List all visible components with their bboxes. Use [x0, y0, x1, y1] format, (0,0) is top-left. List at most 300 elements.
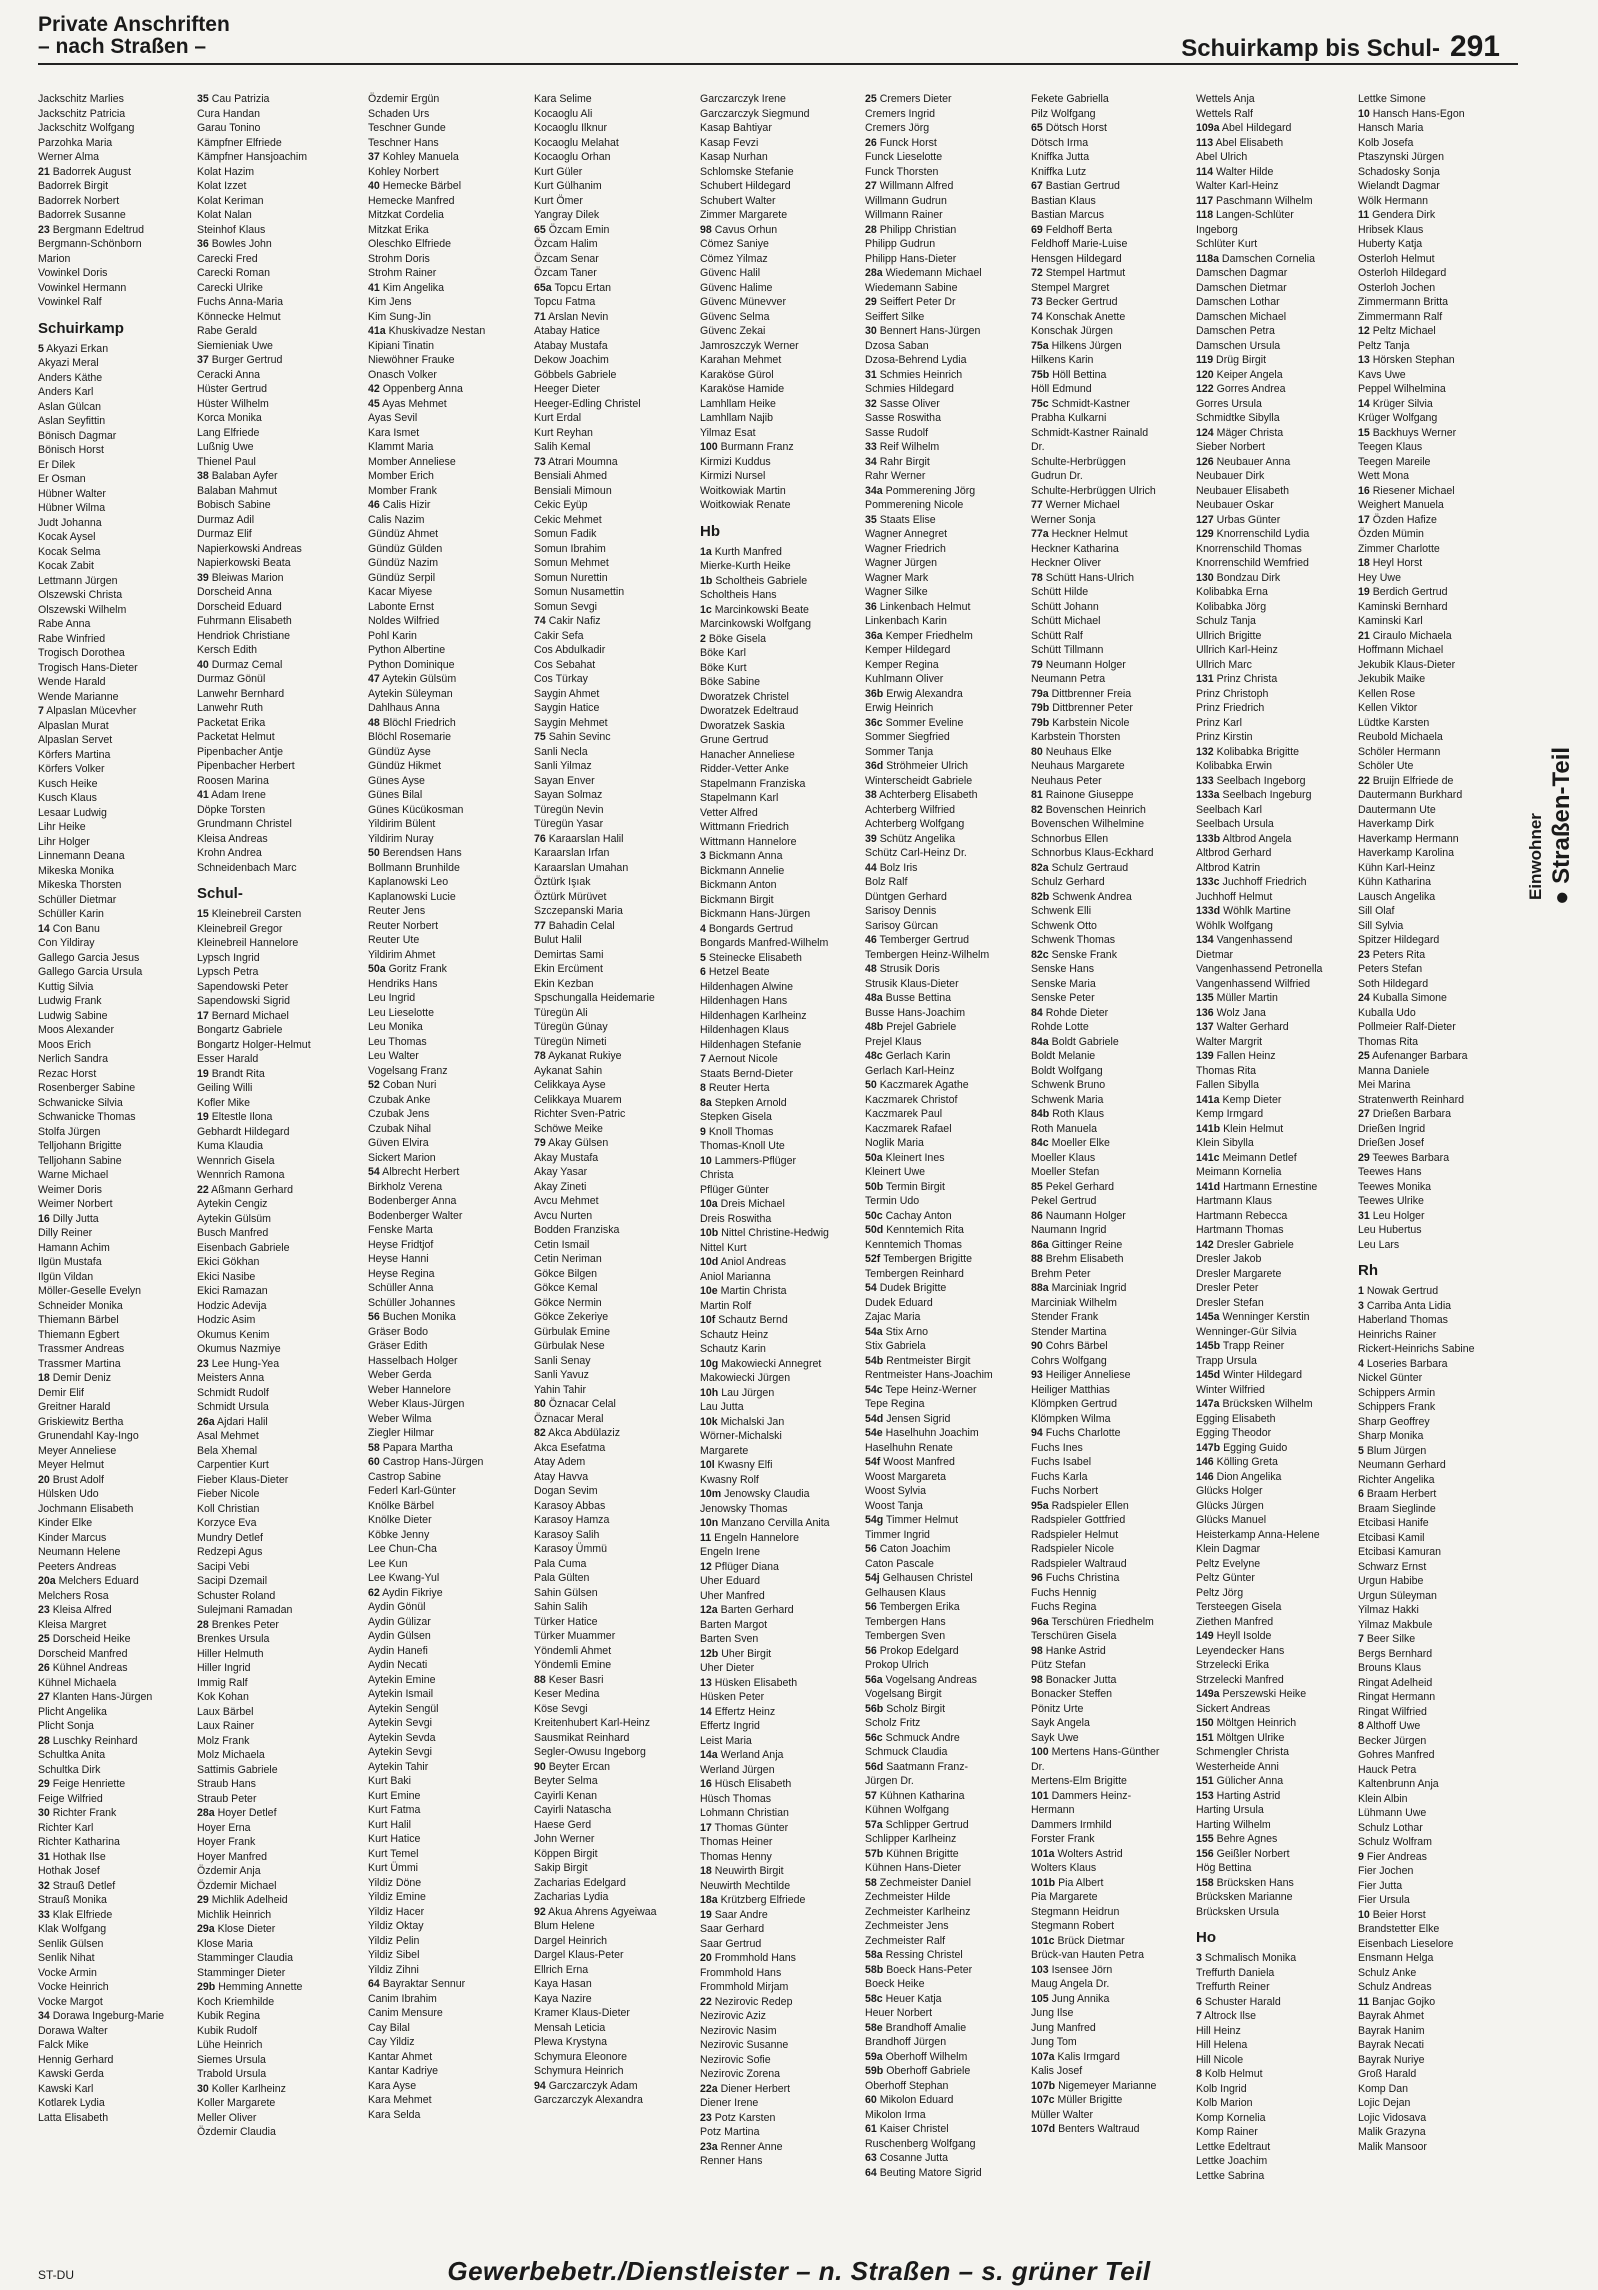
- resident-entry: Malik Mansoor: [1358, 2140, 1427, 2153]
- house-number: 101: [1031, 1789, 1049, 1802]
- resident-entry: Winter Wilfried: [1196, 1383, 1265, 1396]
- resident-entry: Kolibabka Erna: [1196, 586, 1268, 598]
- resident-entry: 36 Linkenbach Helmut: [865, 600, 971, 613]
- resident-entry: 17 Bernard Michael: [197, 1009, 289, 1022]
- resident-entry: 56b Scholz Birgit: [865, 1702, 946, 1715]
- house-number: 46: [865, 934, 877, 946]
- resident-entry: Lypsch Petra: [197, 966, 259, 978]
- resident-entry: 90 Cohrs Bärbel: [1031, 1340, 1108, 1352]
- resident-entry: 7 Alpaslan Mücevher: [38, 705, 137, 717]
- resident-entry: Grunendahl Kay-Ingo: [38, 1430, 139, 1442]
- house-number: 30: [197, 2082, 209, 2095]
- resident-entry: Heiliger Matthias: [1031, 1383, 1110, 1396]
- resident-entry: 155 Behre Agnes: [1196, 1833, 1278, 1845]
- resident-entry: 42 Oppenberg Anna: [368, 383, 463, 395]
- resident-entry: Hensgen Hildegard: [1031, 252, 1122, 265]
- resident-entry: Pekel Gertrud: [1031, 1195, 1097, 1207]
- resident-entry: 22a Diener Herbert: [700, 2082, 791, 2095]
- house-number: 34: [38, 2010, 50, 2022]
- resident-entry: 48b Prejel Gabriele: [865, 1021, 957, 1033]
- resident-entry: Cakir Sefa: [534, 629, 584, 642]
- resident-entry: Seiffert Silke: [865, 310, 925, 323]
- house-number: 44: [865, 861, 877, 874]
- house-number: 10e: [700, 1285, 718, 1297]
- resident-entry: Marciniak Wilhelm: [1031, 1296, 1117, 1309]
- resident-entry: 126 Neubauer Anna: [1196, 455, 1291, 468]
- house-number: 101a: [1031, 1847, 1055, 1860]
- resident-entry: Özcam Halim: [534, 238, 598, 250]
- resident-entry: Ullrich Brigitte: [1196, 629, 1262, 642]
- resident-entry: 1c Marcinkowski Beate: [700, 603, 809, 616]
- resident-entry: Wittmann Hannelore: [700, 835, 797, 848]
- resident-entry: Saar Gertrud: [700, 1937, 762, 1950]
- resident-entry: 5 Blum Jürgen: [1358, 1444, 1427, 1457]
- house-number: 33: [865, 441, 877, 453]
- resident-entry: 54e Haselhuhn Joachim: [865, 1427, 979, 1439]
- resident-entry: Cömez Saniye: [700, 238, 769, 250]
- resident-entry: Spschungalla Heidemarie: [534, 992, 655, 1004]
- resident-entry: Trabold Ursula: [197, 2068, 267, 2080]
- resident-entry: Tembergen Hans: [865, 1615, 946, 1628]
- resident-entry: Dresler Jakob: [1196, 1253, 1262, 1265]
- house-number: 71: [534, 310, 546, 323]
- house-number: 29: [197, 1894, 209, 1906]
- resident-entry: 52f Tembergen Brigitte: [865, 1253, 972, 1265]
- resident-entry: 130 Bondzau Dirk: [1196, 571, 1281, 584]
- resident-entry: Bodden Franziska: [534, 1224, 620, 1236]
- house-number: 90: [1031, 1340, 1043, 1352]
- resident-entry: Özden Mümin: [1358, 528, 1424, 540]
- house-number: 56: [368, 1311, 380, 1323]
- resident-entry: 139 Fallen Heinz: [1196, 1050, 1276, 1062]
- resident-entry: Niewöhner Frauke: [368, 354, 455, 366]
- resident-entry: Immig Ralf: [197, 1676, 248, 1689]
- resident-entry: Sasse Roswitha: [865, 412, 941, 424]
- resident-entry: Trogisch Dorothea: [38, 647, 125, 659]
- resident-entry: Carpentier Kurt: [197, 1459, 269, 1471]
- resident-entry: Stix Gabriela: [865, 1340, 926, 1352]
- resident-entry: Schmidt Ursula: [197, 1401, 269, 1413]
- resident-entry: 75a Hilkens Jürgen: [1031, 339, 1122, 352]
- resident-entry: 29a Klose Dieter: [197, 1923, 276, 1935]
- resident-entry: 56 Tembergen Erika: [865, 1601, 960, 1613]
- resident-entry: Yildiz Sibel: [368, 1949, 420, 1961]
- resident-entry: 82b Schwenk Andrea: [1031, 890, 1132, 903]
- resident-entry: 82c Senske Frank: [1031, 948, 1117, 961]
- resident-entry: 122 Gorres Andrea: [1196, 383, 1286, 395]
- house-number: 18: [38, 1372, 50, 1384]
- house-number: 127: [1196, 513, 1214, 526]
- resident-entry: Günes Kücükosman: [368, 803, 464, 816]
- resident-entry: Yildiz Oktay: [368, 1920, 424, 1932]
- resident-entry: Fuchs Anna-Maria: [197, 296, 283, 308]
- resident-entry: Hansch Maria: [1358, 122, 1424, 134]
- house-number: 56a: [865, 1673, 883, 1686]
- resident-entry: Jung Manfred: [1031, 2021, 1096, 2034]
- house-number: 62: [368, 1586, 380, 1599]
- resident-entry: Kocak Aysel: [38, 531, 96, 543]
- resident-entry: Garau Tonino: [197, 122, 261, 134]
- directory-column: [38, 92, 194, 2125]
- resident-entry: Akay Mustafa: [534, 1151, 599, 1164]
- resident-entry: Demirtas Sami: [534, 948, 604, 961]
- resident-entry: 151 Möltgen Ulrike: [1196, 1731, 1285, 1744]
- house-number: 145a: [1196, 1311, 1220, 1323]
- resident-entry: Sacipi Vebi: [197, 1560, 250, 1573]
- resident-entry: Braam Sieglinde: [1358, 1502, 1436, 1515]
- resident-entry: Napierkowski Beata: [197, 557, 291, 569]
- resident-entry: 23 Lee Hung-Yea: [197, 1357, 280, 1370]
- resident-entry: 24 Kuballa Simone: [1358, 992, 1447, 1004]
- resident-entry: Mei Marina: [1358, 1079, 1411, 1091]
- resident-entry: 30 Koller Karlheinz: [197, 2082, 286, 2095]
- resident-entry: Blum Helene: [534, 1920, 595, 1932]
- resident-entry: Carecki Ulrike: [197, 281, 263, 294]
- resident-entry: Hemecke Manfred: [368, 194, 455, 207]
- resident-entry: Kuhlmann Oliver: [865, 673, 944, 685]
- resident-entry: Özdemir Michael: [197, 1879, 277, 1892]
- resident-entry: Stender Frank: [1031, 1311, 1099, 1323]
- resident-entry: Rahr Werner: [865, 470, 926, 482]
- resident-entry: Lypsch Ingrid: [197, 951, 260, 964]
- resident-entry: Ekici Nasibe: [197, 1270, 256, 1283]
- house-number: 77a: [1031, 528, 1049, 540]
- resident-entry: Kurt Baki: [368, 1775, 411, 1787]
- resident-entry: 136 Wolz Jana: [1196, 1006, 1266, 1019]
- resident-entry: 86a Gittinger Reine: [1031, 1238, 1123, 1251]
- resident-entry: Moeller Stefan: [1031, 1166, 1100, 1178]
- resident-entry: Lanwehr Ruth: [197, 702, 263, 714]
- resident-entry: Güvenc Halime: [700, 281, 773, 294]
- house-number: 48b: [865, 1021, 884, 1033]
- resident-entry: Richter Sven-Patric: [534, 1108, 626, 1120]
- resident-entry: 31 Hothak Ilse: [38, 1850, 106, 1863]
- resident-entry: Kim Jens: [368, 296, 412, 308]
- resident-entry: Bayrak Hanim: [1358, 2024, 1425, 2037]
- house-number: 56: [865, 1543, 877, 1555]
- resident-entry: 109a Abel Hildegard: [1196, 122, 1292, 134]
- house-number: 82: [534, 1427, 546, 1439]
- resident-entry: 36a Kemper Friedhelm: [865, 629, 973, 642]
- resident-entry: Günes Ayse: [368, 774, 425, 787]
- resident-entry: 69 Feldhoff Berta: [1031, 223, 1113, 236]
- resident-entry: 5 Steinecke Elisabeth: [700, 951, 802, 964]
- resident-entry: Sakip Birgit: [534, 1862, 588, 1874]
- resident-entry: Werner Alma: [38, 151, 100, 163]
- resident-entry: Kaplanowski Lucie: [368, 890, 456, 903]
- resident-entry: Lettke Joachim: [1196, 2155, 1268, 2167]
- resident-entry: Nezirovic Susanne: [700, 2039, 789, 2051]
- resident-entry: Zimmer Margarete: [700, 209, 788, 221]
- resident-entry: Demir Elif: [38, 1386, 84, 1399]
- house-number: 80: [534, 1398, 546, 1410]
- resident-entry: Böke Karl: [700, 647, 746, 659]
- resident-entry: Kolb Marion: [1196, 2097, 1253, 2109]
- house-number: 133d: [1196, 905, 1221, 917]
- resident-entry: Höll Edmund: [1031, 383, 1092, 395]
- resident-entry: Ekici Gökhan: [197, 1256, 260, 1268]
- resident-entry: Prinz Kirstin: [1196, 731, 1253, 743]
- resident-entry: Öztürk Işıak: [534, 876, 591, 888]
- resident-entry: Böke Kurt: [700, 661, 747, 674]
- resident-entry: 103 Isensee Jörn: [1031, 1963, 1113, 1976]
- house-number: 34a: [865, 484, 883, 497]
- resident-entry: Kämpfner Elfriede: [197, 136, 282, 149]
- house-number: 11: [1358, 1995, 1370, 2008]
- directory-column: [1031, 92, 1187, 2137]
- resident-entry: Gerlach Karl-Heinz: [865, 1064, 955, 1077]
- resident-entry: 76 Karaarslan Halil: [534, 832, 624, 845]
- house-number: 28a: [865, 267, 883, 279]
- house-number: 94: [1031, 1427, 1043, 1439]
- page-number: 291: [1449, 30, 1500, 63]
- resident-entry: Neubauer Oskar: [1196, 499, 1274, 511]
- house-number: 90: [534, 1760, 546, 1773]
- house-number: 10k: [700, 1415, 718, 1428]
- resident-entry: 134 Vangenhassend: [1196, 934, 1293, 946]
- resident-entry: 54 Albrecht Herbert: [368, 1166, 460, 1178]
- resident-entry: Altbrod Katrin: [1196, 861, 1261, 874]
- resident-entry: Schulte-Herbrüggen: [1031, 455, 1126, 468]
- resident-entry: Türker Hatice: [534, 1615, 598, 1628]
- resident-entry: Keser Medina: [534, 1688, 600, 1700]
- resident-entry: Wett Mona: [1358, 470, 1410, 482]
- resident-entry: Dr.: [1031, 1760, 1045, 1773]
- house-number: 107d: [1031, 2123, 1056, 2135]
- house-number: 23: [700, 2111, 712, 2124]
- resident-entry: Komp Dan: [1358, 2082, 1409, 2095]
- resident-entry: Marion: [38, 252, 71, 265]
- resident-entry: Geiling Willi: [197, 1082, 253, 1094]
- resident-entry: Eisenbach Lieselore: [1358, 1937, 1454, 1950]
- resident-entry: Türegün Günay: [534, 1021, 608, 1033]
- resident-entry: Schautz Karin: [700, 1343, 766, 1355]
- resident-entry: Oberhoff Stephan: [865, 2079, 949, 2092]
- resident-entry: Trassmer Martina: [38, 1357, 121, 1370]
- resident-entry: Zimmermann Ralf: [1358, 310, 1443, 323]
- resident-entry: Etcibasi Kamil: [1358, 1531, 1425, 1544]
- house-number: 15: [197, 908, 209, 920]
- resident-entry: Garczarczyk Siegmund: [700, 107, 810, 120]
- resident-entry: 62 Aydin Fikriye: [368, 1586, 443, 1599]
- house-number: 141a: [1196, 1093, 1220, 1106]
- house-number: 23: [1358, 948, 1370, 961]
- resident-entry: Warne Michael: [38, 1169, 109, 1181]
- house-number: 19: [197, 1111, 209, 1123]
- resident-entry: Jochmann Elisabeth: [38, 1502, 134, 1515]
- resident-entry: Fuchs Norbert: [1031, 1485, 1099, 1497]
- resident-entry: Uher Manfred: [700, 1589, 765, 1602]
- resident-entry: Kaplanowski Leo: [368, 876, 449, 888]
- house-number: 54b: [865, 1354, 884, 1367]
- resident-entry: Karahan Mehmet: [700, 354, 782, 366]
- resident-entry: Aslan Gülcan: [38, 400, 102, 413]
- resident-entry: Topcu Fatma: [534, 296, 596, 308]
- house-number: 98: [1031, 1673, 1043, 1686]
- resident-entry: Schmuck Claudia: [865, 1746, 948, 1758]
- resident-entry: Roosen Marina: [197, 774, 269, 787]
- resident-entry: Korzyce Eva: [197, 1517, 257, 1529]
- resident-entry: Schüller Anna: [368, 1282, 434, 1294]
- house-number: 8: [700, 1082, 706, 1094]
- resident-entry: Brandstetter Elke: [1358, 1923, 1440, 1935]
- house-number: 79: [1031, 658, 1043, 671]
- resident-entry: 36 Bowles John: [197, 238, 272, 250]
- resident-entry: Canim Mensure: [368, 2007, 443, 2019]
- resident-entry: Aytekin Sevda: [368, 1731, 436, 1744]
- house-number: 58c: [865, 1992, 883, 2005]
- resident-entry: 135 Müller Martin: [1196, 992, 1278, 1004]
- house-number: 84: [1031, 1006, 1043, 1019]
- resident-entry: 22 Bruijn Elfriede de: [1358, 774, 1454, 787]
- resident-entry: Döpke Torsten: [197, 803, 266, 816]
- resident-entry: Jackschitz Wolfgang: [38, 122, 135, 134]
- house-number: 14a: [700, 1749, 718, 1761]
- resident-entry: Karaköse Hamide: [700, 383, 785, 395]
- resident-entry: Dötsch Irma: [1031, 136, 1089, 149]
- resident-entry: 64 Bayraktar Sennur: [368, 1978, 466, 1990]
- resident-entry: Garczarczyk Irene: [700, 93, 786, 105]
- resident-entry: Westerheide Anni: [1196, 1760, 1279, 1773]
- resident-entry: Rezac Horst: [38, 1067, 97, 1080]
- resident-entry: Effertz Ingrid: [700, 1720, 760, 1732]
- resident-entry: Lanwehr Bernhard: [197, 687, 285, 700]
- resident-entry: Klömpken Wilma: [1031, 1412, 1111, 1425]
- resident-entry: Greitner Harald: [38, 1401, 111, 1413]
- resident-entry: Potz Martina: [700, 2126, 760, 2138]
- resident-entry: Schüller Dietmar: [38, 893, 117, 906]
- resident-entry: Kaya Nazire: [534, 1992, 592, 2005]
- resident-entry: 150 Möltgen Heinrich: [1196, 1717, 1297, 1729]
- resident-entry: Akyazi Meral: [38, 357, 99, 369]
- resident-entry: Lee Kwang-Yul: [368, 1572, 440, 1584]
- resident-entry: Plicht Angelika: [38, 1705, 107, 1718]
- resident-entry: Kenntemich Thomas: [865, 1238, 962, 1251]
- resident-entry: Stapelmann Karl: [700, 792, 779, 804]
- resident-entry: Gorres Ursula: [1196, 397, 1262, 410]
- resident-entry: Kemper Regina: [865, 658, 939, 671]
- resident-entry: Schulz Anke: [1358, 1966, 1417, 1979]
- house-number: 50d: [865, 1224, 884, 1236]
- resident-entry: Dekow Joachim: [534, 354, 609, 366]
- resident-entry: Kurt Gülhanim: [534, 180, 602, 192]
- house-number: 3: [700, 850, 706, 862]
- resident-entry: Kämpfner Hansjoachim: [197, 151, 308, 163]
- directory-column: [534, 92, 690, 2108]
- resident-entry: Schüller Johannes: [368, 1296, 456, 1309]
- resident-entry: Weber Gerda: [368, 1369, 432, 1381]
- resident-entry: Lau Jutta: [700, 1401, 744, 1413]
- resident-entry: 46 Temberger Gertrud: [865, 934, 970, 946]
- house-number: 134: [1196, 934, 1214, 946]
- house-number: 56c: [865, 1731, 883, 1744]
- house-number: 31: [1358, 1209, 1370, 1222]
- resident-entry: Ziethen Manfred: [1196, 1615, 1274, 1628]
- resident-entry: Somun Nurettin: [534, 571, 608, 584]
- resident-entry: 77a Heckner Helmut: [1031, 528, 1128, 540]
- resident-entry: 35 Cau Patrizia: [197, 93, 270, 105]
- resident-entry: Drießen Josef: [1358, 1137, 1424, 1149]
- resident-entry: Schubert Walter: [700, 194, 776, 207]
- resident-entry: Kurt Temel: [368, 1847, 419, 1860]
- resident-entry: Olszewski Wilhelm: [38, 603, 127, 616]
- resident-entry: Aytekin Tahir: [368, 1760, 429, 1773]
- resident-entry: Ellrich Erna: [534, 1963, 589, 1976]
- house-number: 10g: [700, 1357, 719, 1370]
- resident-entry: Bongards Manfred-Wilhelm: [700, 937, 829, 949]
- resident-entry: Osterloh Hildegard: [1358, 267, 1447, 279]
- resident-entry: 7 Aernout Nicole: [700, 1053, 778, 1065]
- resident-entry: Hauck Petra: [1358, 1763, 1417, 1776]
- house-number: 21: [38, 165, 50, 178]
- resident-entry: Urgun Süleyman: [1358, 1589, 1437, 1602]
- resident-entry: Hey Uwe: [1358, 571, 1401, 584]
- resident-entry: Bickmann Anton: [700, 879, 777, 891]
- directory-column: [700, 92, 856, 2169]
- resident-entry: Karasoy Salih: [534, 1528, 600, 1541]
- resident-entry: Hill Nicole: [1196, 2053, 1244, 2066]
- resident-entry: 29b Hemming Annette: [197, 1981, 303, 1993]
- resident-entry: Bayrak Necati: [1358, 2039, 1424, 2051]
- resident-entry: Ludwig Frank: [38, 995, 102, 1007]
- house-number: 23: [38, 1604, 50, 1616]
- house-number: 86a: [1031, 1238, 1049, 1251]
- house-number: 22: [1358, 774, 1370, 787]
- resident-entry: Gündüz Ayse: [368, 745, 431, 758]
- resident-entry: Pollmeier Ralf-Dieter: [1358, 1021, 1456, 1033]
- resident-entry: 9 Knoll Thomas: [700, 1125, 774, 1138]
- resident-entry: Özdemir Ergün: [368, 93, 440, 105]
- resident-entry: Bovenschen Wilhelmine: [1031, 818, 1145, 830]
- resident-entry: Öznacar Meral: [534, 1412, 604, 1425]
- resident-entry: 149 Heyll Isolde: [1196, 1630, 1272, 1642]
- resident-entry: Zacharias Lydia: [534, 1891, 609, 1903]
- resident-entry: Dzosa-Behrend Lydia: [865, 354, 967, 366]
- resident-entry: Er Osman: [38, 473, 86, 485]
- resident-entry: Lojic Vidosava: [1358, 2111, 1427, 2124]
- resident-entry: 34 Dorawa Ingeburg-Marie: [38, 2010, 165, 2022]
- resident-entry: Er Dilek: [38, 458, 76, 471]
- resident-entry: Kemper Hildegard: [865, 644, 951, 656]
- resident-entry: Hüsken Peter: [700, 1691, 765, 1703]
- house-number: 14: [38, 922, 50, 935]
- resident-entry: Schneidenbach Marc: [197, 861, 297, 874]
- resident-entry: 117 Paschmann Wilhelm: [1196, 194, 1313, 207]
- house-number: 38: [865, 789, 877, 801]
- house-number: 9: [700, 1125, 706, 1138]
- resident-entry: 59a Oberhoff Wilhelm: [865, 2050, 968, 2063]
- resident-entry: Walter Karl-Heinz: [1196, 180, 1279, 192]
- resident-entry: Somun Ibrahim: [534, 542, 606, 555]
- resident-entry: Sarisoy Dennis: [865, 905, 937, 917]
- resident-entry: Dresler Stefan: [1196, 1296, 1264, 1309]
- resident-entry: 146 Kölling Greta: [1196, 1456, 1278, 1468]
- resident-entry: Kaminski Karl: [1358, 615, 1423, 627]
- resident-entry: 88 Brehm Elisabeth: [1031, 1253, 1124, 1265]
- resident-entry: Bickmann Annelie: [700, 864, 785, 877]
- resident-entry: Yöndemli Emine: [534, 1659, 612, 1671]
- resident-entry: 26 Funck Horst: [865, 136, 937, 149]
- house-number: 73: [534, 455, 546, 468]
- house-number: 109a: [1196, 122, 1220, 134]
- house-number: 48c: [865, 1050, 883, 1062]
- resident-entry: Plicht Sonja: [38, 1720, 94, 1732]
- resident-entry: 84 Rohde Dieter: [1031, 1006, 1109, 1019]
- resident-entry: Python Albertine: [368, 644, 446, 656]
- house-number: 146: [1196, 1456, 1214, 1468]
- resident-entry: Pütz Stefan: [1031, 1659, 1086, 1671]
- resident-entry: Feige Wilfried: [38, 1792, 103, 1805]
